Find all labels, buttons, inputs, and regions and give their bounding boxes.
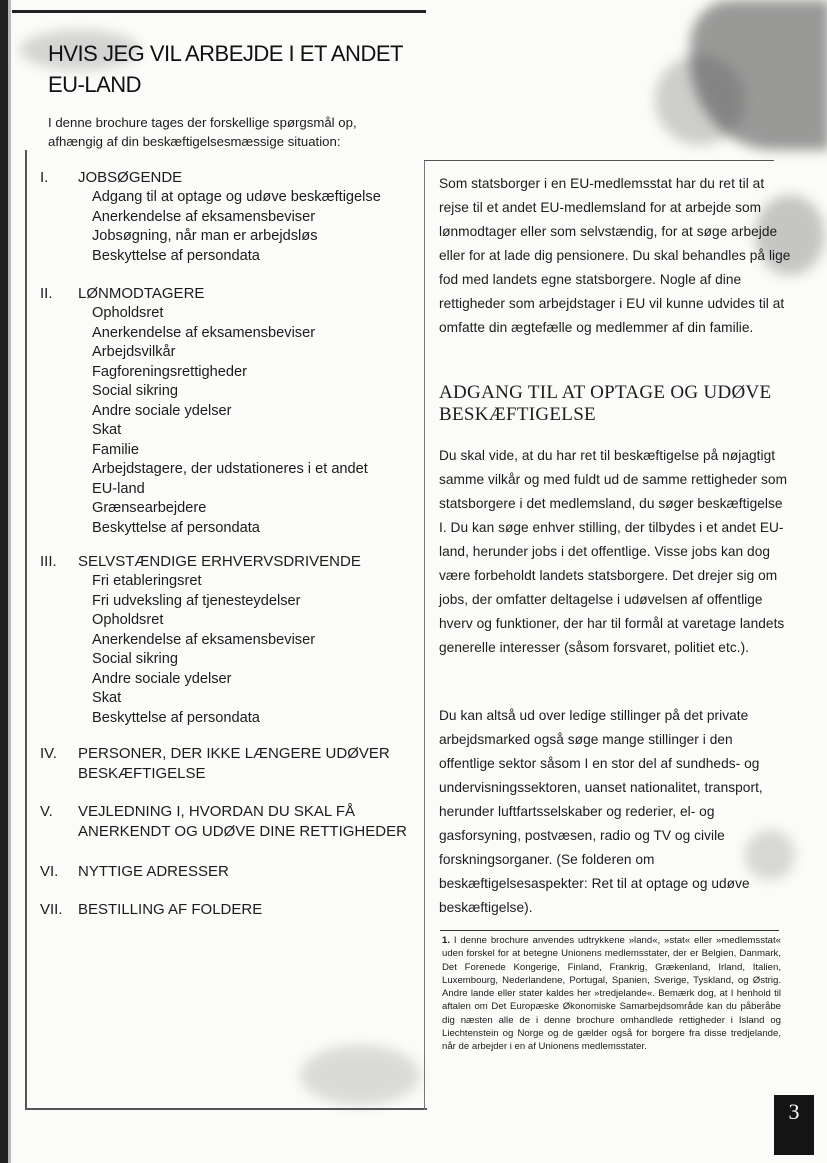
list-item: Adgang til at optage og udøve beskæftigelse xyxy=(92,189,381,205)
section-number: II. xyxy=(40,285,53,302)
footnote-mark: 1. xyxy=(442,935,451,946)
toc-section-3 xyxy=(40,552,420,728)
section-number: VI. xyxy=(40,863,59,880)
list-item: Social sikring xyxy=(92,383,178,399)
section-title: JOBSØGENDE xyxy=(78,169,183,186)
list-item: EU-land xyxy=(92,480,145,497)
list-item: Arbejdsvilkår xyxy=(92,344,176,360)
body-paragraph: Du skal vide, at du har ret til beskæftigelse på nøjagtigt samme vilkår og med fuldt ud de samme rettigheder som statsborgere i det medlemsland, du søger beskæftigelse I. Du kan søge enhver stilling, der tilbydes i et andet EU-land, herunder jobs i det offentlige. Visse jobs kan dog være forbeholdt landets statsborgere. Det drejer sig om jobs, der omfatter deltagelse i udøvelsen af offentlige hverv og funktioner, der har til formål at varetage landets generelle interesser (såsom forsvaret, politiet etc.). xyxy=(439,448,788,655)
section-items xyxy=(40,188,420,266)
section-number: V. xyxy=(40,803,53,820)
list-item: Fri etableringsret xyxy=(92,573,202,589)
footnote-rule xyxy=(440,930,779,931)
scan-edge xyxy=(0,0,8,1163)
list-item: Anerkendelse af eksamensbeviser xyxy=(92,324,316,341)
section-heading: ADGANG TIL AT OPTAGE OG UDØVE BESKÆFTIGELSE xyxy=(439,382,772,425)
list-item: Beskyttelse af persondata xyxy=(92,709,260,726)
list-item: Fri udveksling af tjenesteydelser xyxy=(92,592,301,609)
frame-line-bottom xyxy=(25,1108,427,1110)
toc-section-5 xyxy=(40,802,420,842)
intro-text: I denne brochure tages der forskellige spørgsmål op, afhængig af din beskæftigelsesmæssige situation: xyxy=(48,115,357,149)
section-title: BESTILLING AF FOLDERE xyxy=(78,901,263,918)
toc-section-4 xyxy=(40,744,420,784)
section-title: PERSONER, DER IKKE LÆNGERE UDØVER BESKÆFTIGELSE xyxy=(78,745,390,782)
footnote xyxy=(442,934,781,1054)
frame-line-top xyxy=(424,160,774,161)
toc-section-6 xyxy=(40,862,420,882)
section-title: SELVSTÆNDIGE ERHVERVSDRIVENDE xyxy=(78,553,361,570)
list-item: Andre sociale ydelser xyxy=(92,670,232,687)
section-items xyxy=(40,572,420,728)
list-item: Beskyttelse af persondata xyxy=(92,247,260,264)
section-number: I. xyxy=(40,169,49,186)
list-item: Beskyttelse af persondata xyxy=(92,519,260,536)
list-item: Opholdsret xyxy=(92,612,164,628)
scan-smudge xyxy=(300,1045,420,1105)
toc-section-1 xyxy=(40,168,420,266)
section-items xyxy=(40,304,420,538)
list-item: Anerkendelse af eksamensbeviser xyxy=(92,631,316,648)
page-number: 3 xyxy=(774,1095,814,1155)
list-item: Andre sociale ydelser xyxy=(92,402,232,419)
list-item: Opholdsret xyxy=(92,305,164,321)
footnote-text: I denne brochure anvendes udtrykkene »land«, »stat« eller »medlemsstat« uden forskel for at betegne Unionens medlemsstater, der er Belgien, Danmark, Det Forenede Kongerige, Finland, Frankrig, Grækenland, Irland, Italien, Luxembourg, Nederlandene, Portugal, Spanien, Sverige, Tyskland, og Østrig. Andre lande eller stater kaldes her »tredjelande«. Bemærk dog, at I henhold til aftalen om Det Europæske Økonomiske Samarbejdsområde kan du påberåbe dig næsten alle de i denne brochure omhandlede rettigheder i Island og Liechtenstein og Norge og de gælder også for borgere fra disse tredjelande, når de arbejder i en af Unionens medlemsstater. xyxy=(442,935,781,1053)
page-title: HVIS JEG VIL ARBEJDE I ET ANDET EU-LAND xyxy=(48,41,403,97)
frame-line-left xyxy=(25,150,27,1110)
list-item: Skat xyxy=(92,422,122,438)
list-item: Skat xyxy=(92,690,122,706)
section-title: NYTTIGE ADRESSER xyxy=(78,863,229,880)
list-item: Familie xyxy=(92,441,140,458)
list-item: Grænsearbejdere xyxy=(92,500,207,516)
scan-edge-shadow xyxy=(8,0,11,1163)
list-item: Fagforeningsrettigheder xyxy=(92,363,247,380)
list-item: Arbejdstagere, der udstationeres i et andet xyxy=(92,461,368,477)
section-number: III. xyxy=(40,553,57,570)
toc-section-7 xyxy=(40,900,420,920)
list-item: Jobsøgning, når man er arbejdsløs xyxy=(92,228,318,244)
list-item: Anerkendelse af eksamensbeviser xyxy=(92,208,316,225)
section-number: VII. xyxy=(40,901,63,918)
toc-section-2 xyxy=(40,284,420,538)
section-number: IV. xyxy=(40,745,57,762)
column-divider xyxy=(424,160,425,1110)
section-title: VEJLEDNING I, HVORDAN DU SKAL FÅ ANERKENDT OG UDØVE DINE RETTIGHEDER xyxy=(78,803,407,840)
body-paragraph: Du kan altså ud over ledige stillinger på det private arbejdsmarked også søge mange stillinger i den offentlige sektor såsom I en stor del af sundheds- og undervisningssektoren, uanset nationalitet, transport, herunder luftfartsselskaber og rederier, el- og gasforsyning, postvæsen, radio og TV og civile forskningsorganer. (Se folderen om beskæftigelsesaspekter: Ret til at optage og udøve beskæftigelse). xyxy=(439,708,763,915)
scan-smudge xyxy=(655,55,745,145)
top-rule xyxy=(12,10,426,13)
section-title: LØNMODTAGERE xyxy=(78,285,205,302)
list-item: Social sikring xyxy=(92,651,178,667)
body-paragraph: Som statsborger i en EU-medlemsstat har du ret til at rejse til et andet EU-medlemsland for at arbejde som lønmodtager eller som selvstændig, for at søge arbejde eller for at lade dig pensionere. Du skal behandles på lige fod med landets egne statsborgere. Nogle af dine rettigheder som arbejdstager i EU vil kunne udvides til at omfatte din ægtefælle og medlemmer af din familie. xyxy=(439,176,791,335)
